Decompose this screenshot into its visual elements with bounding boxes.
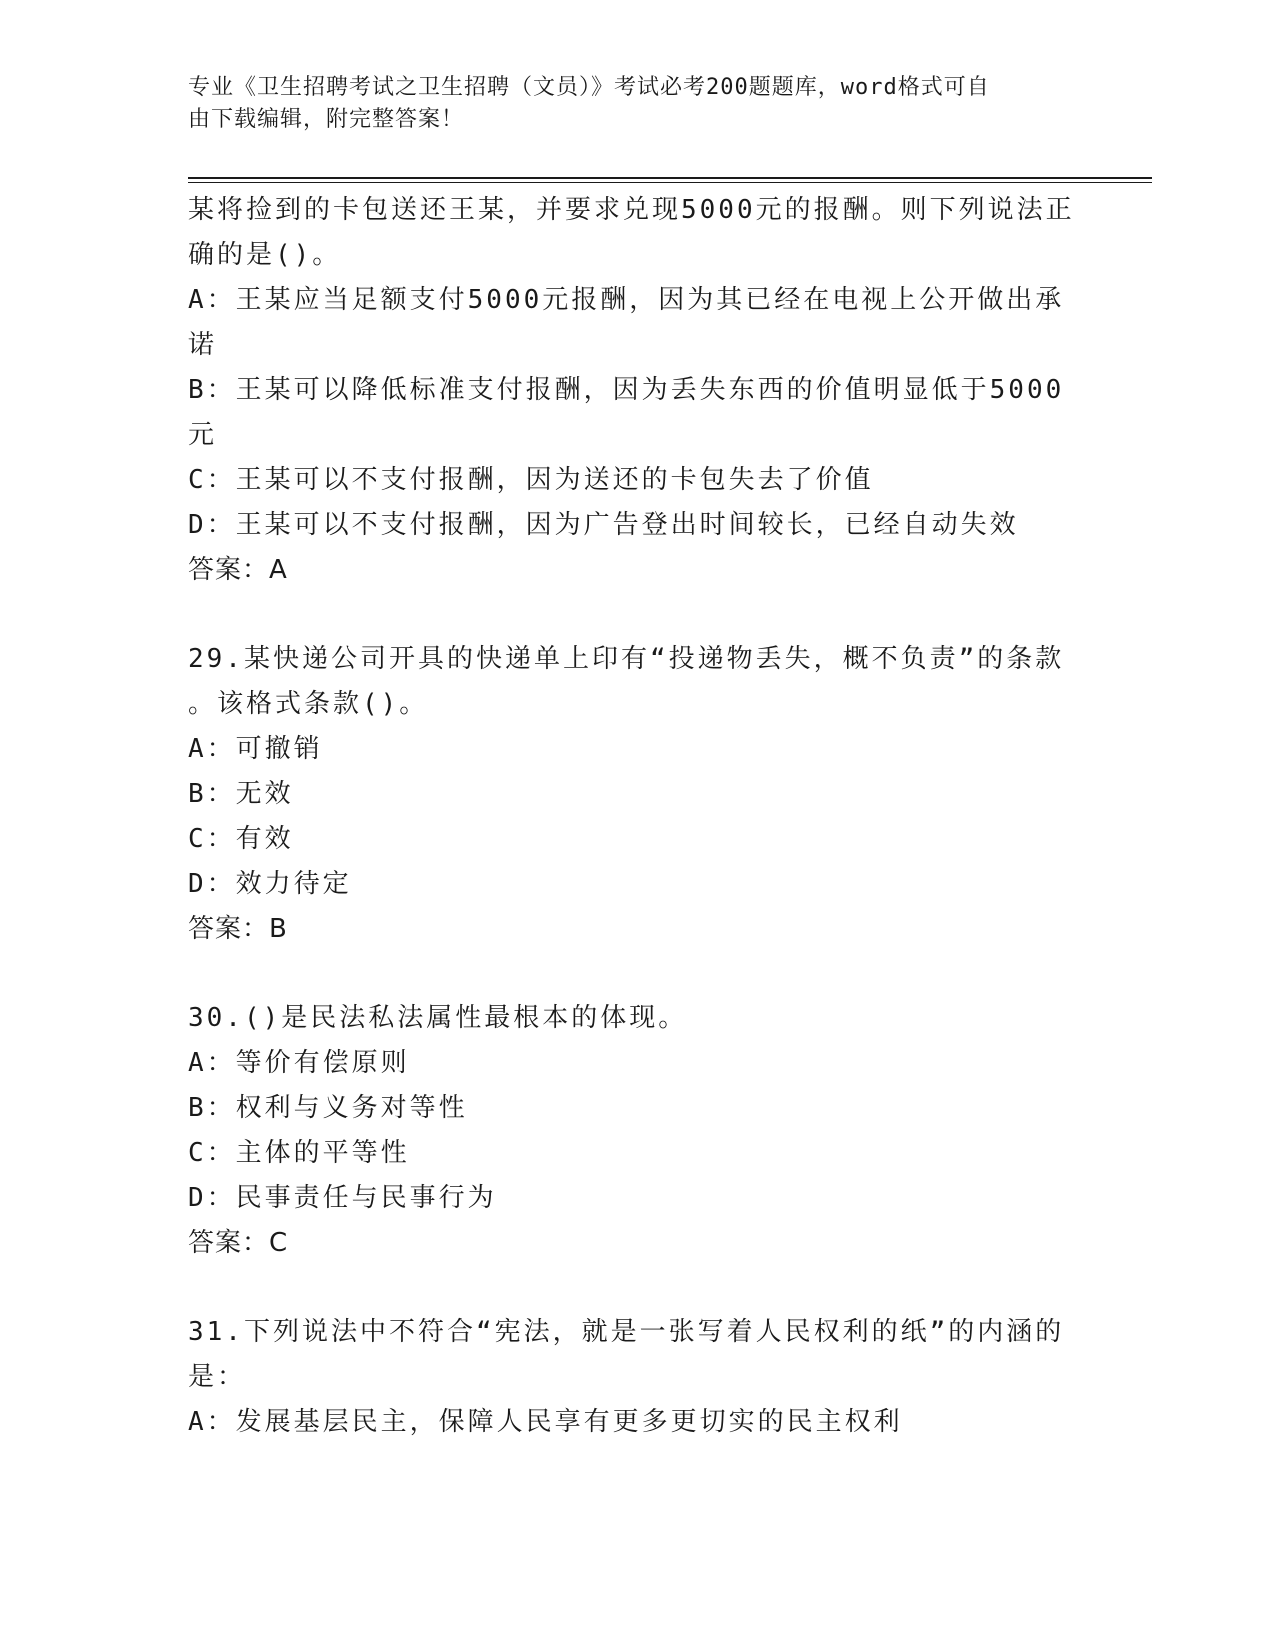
header-rule-thick bbox=[188, 177, 1152, 179]
option-d: D：王某可以不支付报酬，因为广告登出时间较长，已经自动失效 bbox=[188, 510, 1019, 540]
answer: 答案：A bbox=[188, 555, 288, 585]
question-stem: 31.下列说法中不符合“宪法，就是一张写着人民权利的纸”的内涵的 bbox=[188, 1317, 1065, 1347]
option-a: A：发展基层民主，保障人民享有更多更切实的民主权利 bbox=[188, 1407, 903, 1437]
option-c: C：王某可以不支付报酬，因为送还的卡包失去了价值 bbox=[188, 465, 874, 495]
question-30 bbox=[188, 996, 1088, 1266]
option-a: A：王某应当足额支付5000元报酬，因为其已经在电视上公开做出承 bbox=[188, 285, 1065, 315]
option-d: D：效力待定 bbox=[188, 869, 352, 899]
spacer bbox=[188, 952, 1088, 996]
document-header bbox=[188, 72, 1068, 136]
question-stem: 29.某快递公司开具的快递单上印有“投递物丢失，概不负责”的条款 bbox=[188, 644, 1065, 674]
spacer bbox=[188, 1266, 1088, 1310]
question-stem: 。该格式条款()。 bbox=[188, 689, 429, 719]
option-c: C：有效 bbox=[188, 824, 294, 854]
option-c: C：主体的平等性 bbox=[188, 1138, 410, 1168]
option-a: A：可撤销 bbox=[188, 734, 323, 764]
question-stem: 确的是()。 bbox=[188, 240, 342, 270]
option-b: B：王某可以降低标准支付报酬，因为丢失东西的价值明显低于5000 bbox=[188, 375, 1065, 405]
option-b: B：权利与义务对等性 bbox=[188, 1093, 468, 1123]
option-a: A：等价有偿原则 bbox=[188, 1048, 410, 1078]
option-b: 元 bbox=[188, 420, 218, 450]
question-stem: 某将捡到的卡包送还王某，并要求兑现5000元的报酬。则下列说法正 bbox=[188, 195, 1075, 225]
option-d: D：民事责任与民事行为 bbox=[188, 1183, 497, 1213]
header-line-2: 由下载编辑，附完整答案！ bbox=[188, 107, 465, 132]
document-body bbox=[188, 188, 1088, 1445]
question-stem: 是： bbox=[188, 1362, 247, 1392]
question-31 bbox=[188, 1310, 1088, 1445]
option-a: 诺 bbox=[188, 330, 218, 360]
answer: 答案：C bbox=[188, 1228, 289, 1258]
answer: 答案：B bbox=[188, 914, 288, 944]
spacer bbox=[188, 593, 1088, 637]
question-28 bbox=[188, 188, 1088, 593]
option-b: B：无效 bbox=[188, 779, 294, 809]
header-rule-thin bbox=[188, 182, 1152, 183]
question-stem: 30.()是民法私法属性最根本的体现。 bbox=[188, 1003, 688, 1033]
question-29 bbox=[188, 637, 1088, 952]
header-line-1: 专业《卫生招聘考试之卫生招聘（文员）》考试必考200题题库，word格式可自 bbox=[188, 75, 990, 100]
